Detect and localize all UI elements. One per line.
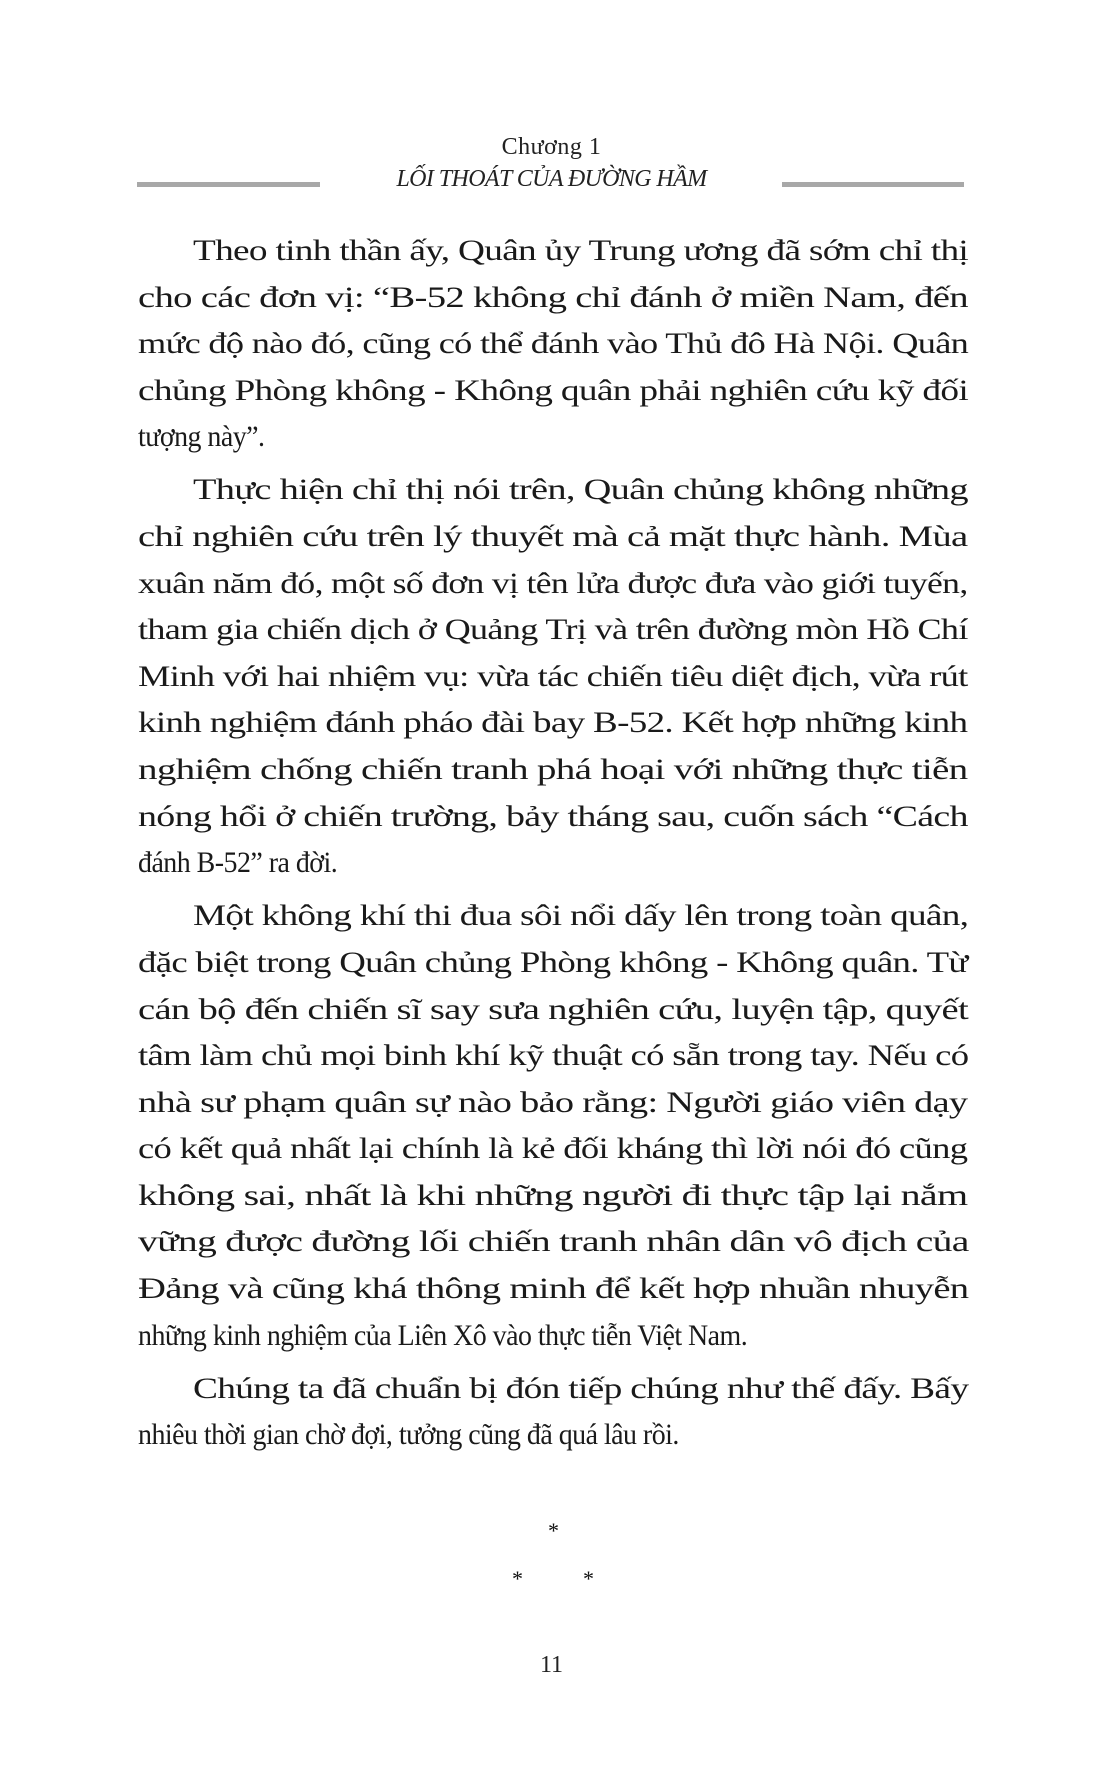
text-line: kinh nghiệm đánh pháo đài bay B-52. Kết hợp những kinh [138, 706, 968, 740]
chapter-title: LỐI THOÁT CỦA ĐƯỜNG HẦM [396, 166, 707, 192]
body-text [138, 234, 968, 1471]
text-line: nóng hổi ở chiến trường, bảy tháng sau, cuốn sách “Cách [138, 799, 968, 833]
paragraph-4 [138, 1372, 968, 1465]
text-line: Chúng ta đã chuẩn bị đón tiếp chúng như thế đấy. Bấy [193, 1371, 969, 1405]
text-line: chủng Phòng không - Không quân phải nghiên cứu kỹ đối [138, 373, 969, 407]
text-line: chỉ nghiên cứu trên lý thuyết mà cả mặt thực hành. Mùa [138, 520, 968, 554]
paragraph-1 [138, 234, 968, 467]
text-line: Thực hiện chỉ thị nói trên, Quân chủng không những [193, 473, 968, 507]
text-line: cán bộ đến chiến sĩ say sưa nghiên cứu, luyện tập, quyết [138, 992, 969, 1026]
text-line: những kinh nghiệm của Liên Xô vào thực tiễn Việt Nam. [138, 1318, 748, 1352]
text-line: Minh với hai nhiệm vụ: vừa tác chiến tiêu diệt địch, vừa rút [138, 659, 968, 693]
text-line: không sai, nhất là khi những người đi thực tập lại nắm [138, 1178, 968, 1212]
chapter-label: Chương 1 [501, 134, 602, 160]
text-line: tham gia chiến dịch ở Quảng Trị và trên đường mòn Hồ Chí [138, 613, 968, 647]
text-line: mức độ nào đó, cũng có thể đánh vào Thủ đô Hà Nội. Quân [138, 327, 969, 361]
text-line: tâm làm chủ mọi binh khí kỹ thuật có sẵn trong tay. Nếu có [138, 1039, 969, 1073]
text-line: có kết quả nhất lại chính là kẻ đối kháng thì lời nói đó cũng [138, 1132, 968, 1166]
text-line: vững được đường lối chiến tranh nhân dân vô địch của [138, 1225, 969, 1259]
text-line: nhà sư phạm quân sự nào bảo rằng: Người giáo viên dạy [138, 1085, 968, 1119]
text-line: nhiêu thời gian chờ đợi, tưởng cũng đã quá lâu rồi. [138, 1418, 679, 1452]
text-line: xuân năm đó, một số đơn vị tên lửa được đưa vào giới tuyến, [138, 566, 968, 600]
paragraph-2 [138, 473, 968, 892]
paragraph-3 [138, 899, 968, 1365]
text-line: Đảng và cũng khá thông minh để kết hợp nhuần nhuyễn [138, 1272, 969, 1306]
text-line: Theo tinh thần ấy, Quân ủy Trung ương đã sớm chỉ thị [193, 234, 969, 267]
page-number: 11 [539, 1652, 564, 1678]
asterism-star-top: * [548, 1518, 559, 1543]
text-line: cho các đơn vị: “B-52 không chỉ đánh ở miền Nam, đến [138, 280, 968, 314]
text-line: tượng này”. [138, 420, 265, 454]
text-line: nghiệm chống chiến tranh phá hoại với những thực tiễn [138, 753, 968, 787]
asterism-star-left: * [512, 1566, 523, 1591]
header-rule-right [782, 182, 964, 187]
text-line: đặc biệt trong Quân chủng Phòng không - Không quân. Từ [138, 945, 968, 979]
asterism-star-right: * [583, 1566, 594, 1591]
text-line: Một không khí thi đua sôi nổi dấy lên trong toàn quân, [193, 899, 969, 933]
text-line: đánh B-52” ra đời. [138, 846, 338, 880]
